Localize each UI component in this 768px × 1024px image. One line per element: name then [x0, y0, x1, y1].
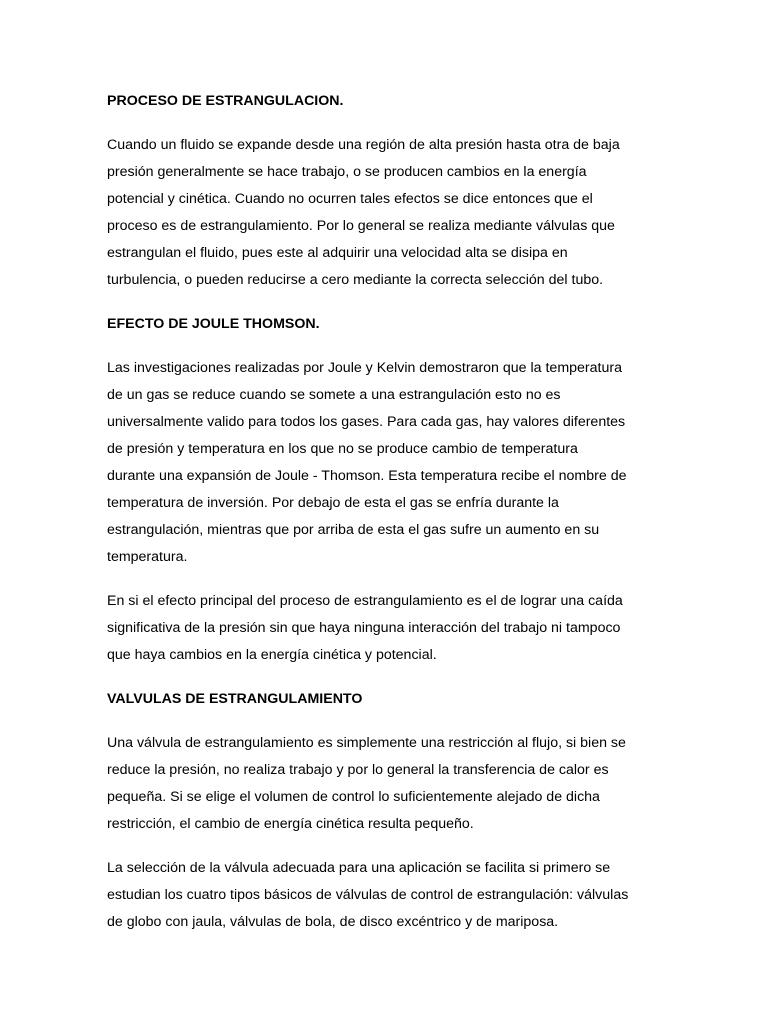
text-line: significativa de la presión sin que haya ninguna interacción del trabajo ni tampoco	[107, 620, 621, 636]
text-line: Una válvula de estrangulamiento es simplemente una restricción al flujo, si bien se	[107, 735, 626, 751]
text-line: temperatura de inversión. Por debajo de esta el gas se enfría durante la	[107, 495, 559, 511]
text-line: estudian los cuatro tipos básicos de válvulas de control de estrangulación: válvulas	[107, 887, 629, 903]
text-line: que haya cambios en la energía cinética y potencial.	[107, 647, 437, 663]
text-line: estrangulación, mientras que por arriba de esta el gas sufre un aumento en su	[107, 522, 600, 538]
text-line: Las investigaciones realizadas por Joule y Kelvin demostraron que la temperatura	[107, 360, 622, 376]
text-line: Cuando un fluido se expande desde una región de alta presión hasta otra de baja	[107, 137, 620, 153]
text-line: En si el efecto principal del proceso de estrangulamiento es el de lograr una caída	[107, 593, 623, 609]
text-line: presión generalmente se hace trabajo, o se producen cambios en la energía	[107, 164, 587, 180]
text-line: de globo con jaula, válvulas de bola, de disco excéntrico y de mariposa.	[107, 914, 559, 930]
text-line: reduce la presión, no realiza trabajo y por lo general la transferencia de calor es	[107, 762, 609, 778]
text-line: temperatura.	[107, 549, 188, 565]
text-line: estrangulan el fluido, pues este al adquirir una velocidad alta se disipa en	[107, 245, 568, 261]
text-line: universalmente valido para todos los gases. Para cada gas, hay valores diferentes	[107, 414, 626, 430]
section-heading-joule-thomson: EFECTO DE JOULE THOMSON.	[107, 316, 320, 332]
text-line: La selección de la válvula adecuada para una aplicación se facilita si primero se	[107, 860, 611, 876]
section-heading-estrangulacion: PROCESO DE ESTRANGULACION.	[107, 93, 344, 109]
paragraph-valvulas-1	[107, 730, 667, 838]
text-line: de un gas se reduce cuando se somete a una estrangulación esto no es	[107, 387, 561, 403]
paragraph-joule-thomson-2	[107, 588, 667, 669]
text-line: pequeña. Si se elige el volumen de control lo suficientemente alejado de dicha	[107, 789, 600, 805]
text-line: turbulencia, o pueden reducirse a cero mediante la correcta selección del tubo.	[107, 272, 604, 288]
text-line: de presión y temperatura en los que no se produce cambio de temperatura	[107, 441, 578, 457]
text-line: durante una expansión de Joule - Thomson. Esta temperatura recibe el nombre de	[107, 468, 627, 484]
document-body	[107, 88, 667, 936]
paragraph-valvulas-2	[107, 855, 667, 936]
section-heading-valvulas: VALVULAS DE ESTRANGULAMIENTO	[107, 691, 363, 707]
paragraph-joule-thomson-1	[107, 355, 667, 571]
text-line: restricción, el cambio de energía cinética resulta pequeño.	[107, 816, 474, 832]
text-line: potencial y cinética. Cuando no ocurren tales efectos se dice entonces que el	[107, 191, 593, 207]
paragraph-estrangulacion	[107, 132, 667, 294]
text-line: proceso es de estrangulamiento. Por lo general se realiza mediante válvulas que	[107, 218, 615, 234]
